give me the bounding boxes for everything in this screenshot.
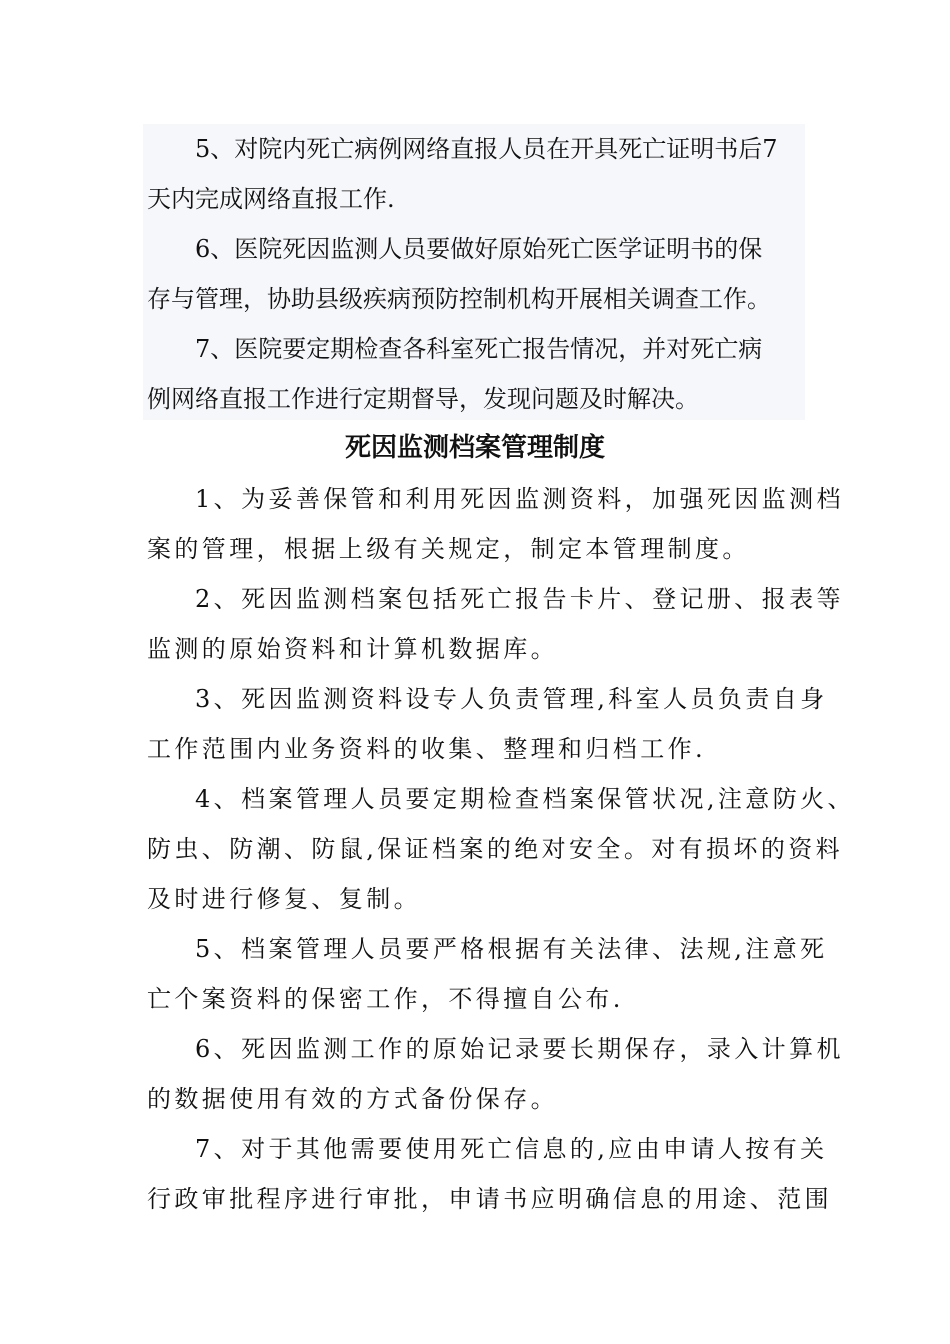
clause-3-line-1: 3、死因监测资料设专人负责管理,科室人员负责自身: [195, 685, 828, 713]
clause-6-line-2: 的数据使用有效的方式备份保存。: [147, 1085, 558, 1113]
clause-1-line-2: 案的管理，根据上级有关规定，制定本管理制度。: [147, 535, 750, 563]
clause-2-line-1: 2、死因监测档案包括死亡报告卡片、登记册、报表等: [195, 585, 844, 613]
clause-7-line-1: 7、对于其他需要使用死亡信息的,应由申请人按有关: [195, 1135, 828, 1163]
paragraph-5-line-2: 天内完成网络直报工作.: [147, 185, 395, 213]
clause-3-line-2: 工作范围内业务资料的收集、整理和归档工作.: [147, 735, 707, 763]
paragraph-6-line-1: 6、医院死因监测人员要做好原始死亡医学证明书的保: [195, 235, 763, 263]
shaded-text-block: [143, 124, 805, 420]
clause-7-line-2: 行政审批程序进行审批，申请书应明确信息的用途、范围: [147, 1185, 832, 1213]
clause-5-line-1: 5、档案管理人员要严格根据有关法律、法规,注意死: [195, 935, 828, 963]
paragraph-7-line-2: 例网络直报工作进行定期督导，发现问题及时解决。: [147, 385, 699, 413]
paragraph-7-line-1: 7、医院要定期检查各科室死亡报告情况，并对死亡病: [195, 335, 763, 363]
clause-6-line-1: 6、死因监测工作的原始记录要长期保存，录入计算机: [195, 1035, 844, 1063]
clause-2-line-2: 监测的原始资料和计算机数据库。: [147, 635, 558, 663]
paragraph-5-line-1: 5、对院内死亡病例网络直报人员在开具死亡证明书后7: [195, 135, 778, 163]
section-title: 死因监测档案管理制度: [344, 433, 605, 463]
clause-1-line-1: 1、为妥善保管和利用死因监测资料，加强死因监测档: [195, 485, 844, 513]
clause-5-line-2: 亡个案资料的保密工作，不得擅自公布.: [147, 985, 624, 1013]
clause-4-line-3: 及时进行修复、复制。: [147, 885, 421, 913]
clause-4-line-2: 防虫、防潮、防鼠,保证档案的绝对安全。对有损坏的资料: [147, 835, 844, 863]
clause-4-line-1: 4、档案管理人员要定期检查档案保管状况,注意防火、: [195, 785, 855, 813]
paragraph-6-line-2: 存与管理，协助县级疾病预防控制机构开展相关调查工作。: [147, 285, 771, 313]
